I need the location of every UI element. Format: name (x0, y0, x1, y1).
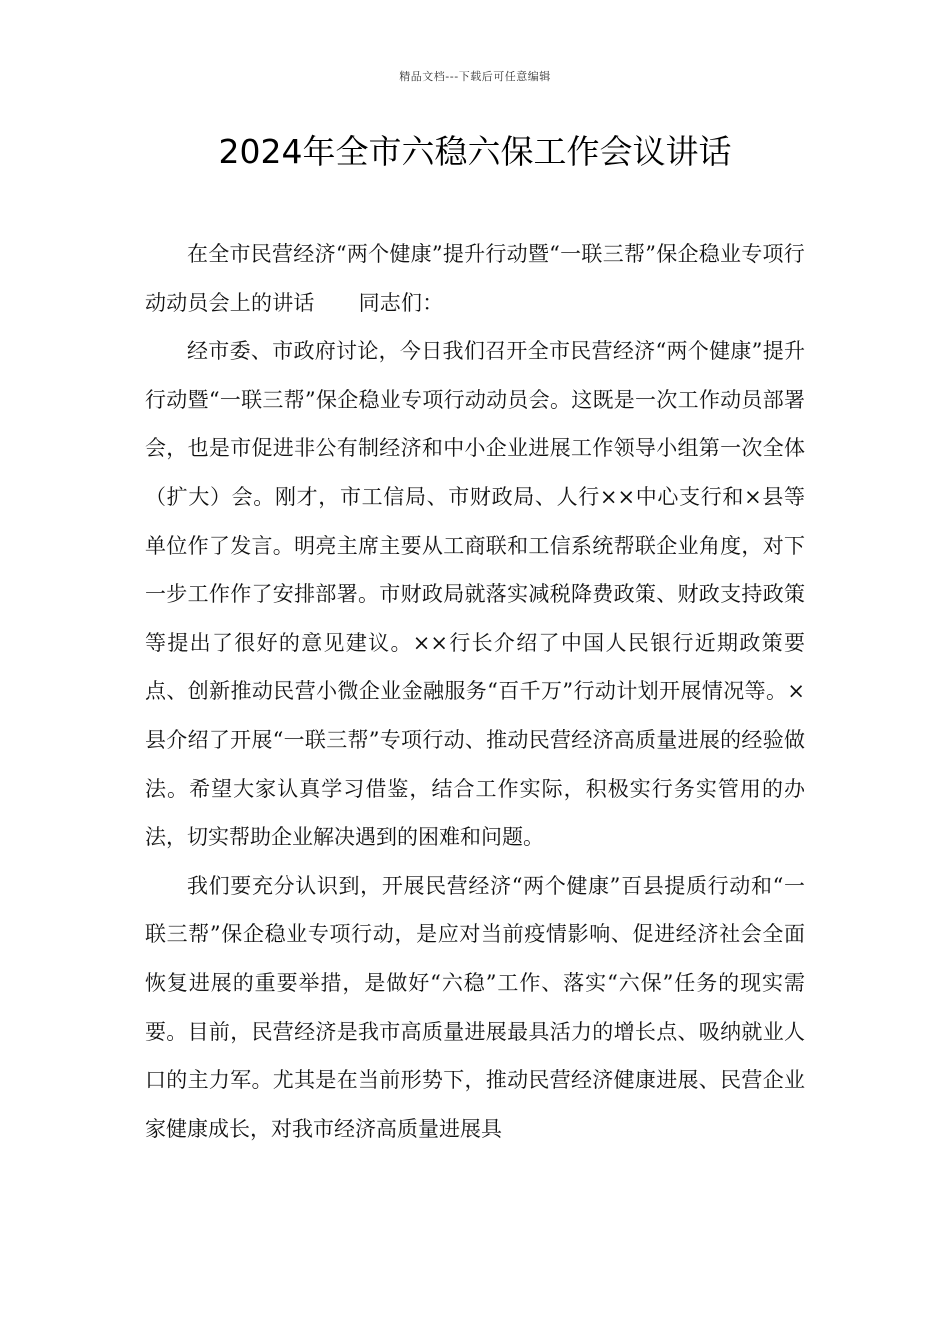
body-paragraph-2: 我们要充分认识到，开展民营经济“两个健康”百县提质行动和“一联三帮”保企稳业专项行动，是应对当前疫情影响、促进经济社会全面恢复进展的重要举措，是做好“六稳”工作、落实“六保”任务的现实需要。目前，民营经济是我市高质量进展最具活力的增长点、吸纳就业人口的主力军。尤其是在当前形势下，推动民营经济健康进展、民营企业家健康成长，对我市经济高质量进展具 (145, 873, 805, 1141)
document-body (145, 230, 805, 1153)
salutation: 同志们： (358, 290, 444, 315)
body-paragraph-1: 经市委、市政府讨论，今日我们召开全市民营经济“两个健康”提升行动暨“一联三帮”保企稳业专项行动动员会。这既是一次工作动员部署会，也是市促进非公有制经济和中小企业进展工作领导小组第一次全体（扩大）会。刚才，市工信局、市财政局、人行××中心支行和×县等单位作了发言。明亮主席主要从工商联和工信系统帮联企业角度，对下一步工作作了安排部署。市财政局就落实减税降费政策、财政支持政策等提出了很好的意见建议。××行长介绍了中国人民银行近期政策要点、创新推动民营小微企业金融服务“百千万”行动计划开展情况等。×县介绍了开展“一联三帮”专项行动、推动民营经济高质量进展的经验做法。希望大家认真学习借鉴，结合工作实际，积极实行务实管用的办法，切实帮助企业解决遇到的困难和问题。 (145, 339, 805, 850)
header-note: 精品文档---下载后可任意编辑 (399, 70, 551, 83)
document-title: 2024年全市六稳六保工作会议讲话 (218, 132, 732, 171)
opening-paragraph (145, 230, 805, 327)
opening-line: 在全市民营经济“两个健康”提升行动暨“一联三帮”保企稳业专项行动动员会上的讲话 (145, 242, 805, 315)
